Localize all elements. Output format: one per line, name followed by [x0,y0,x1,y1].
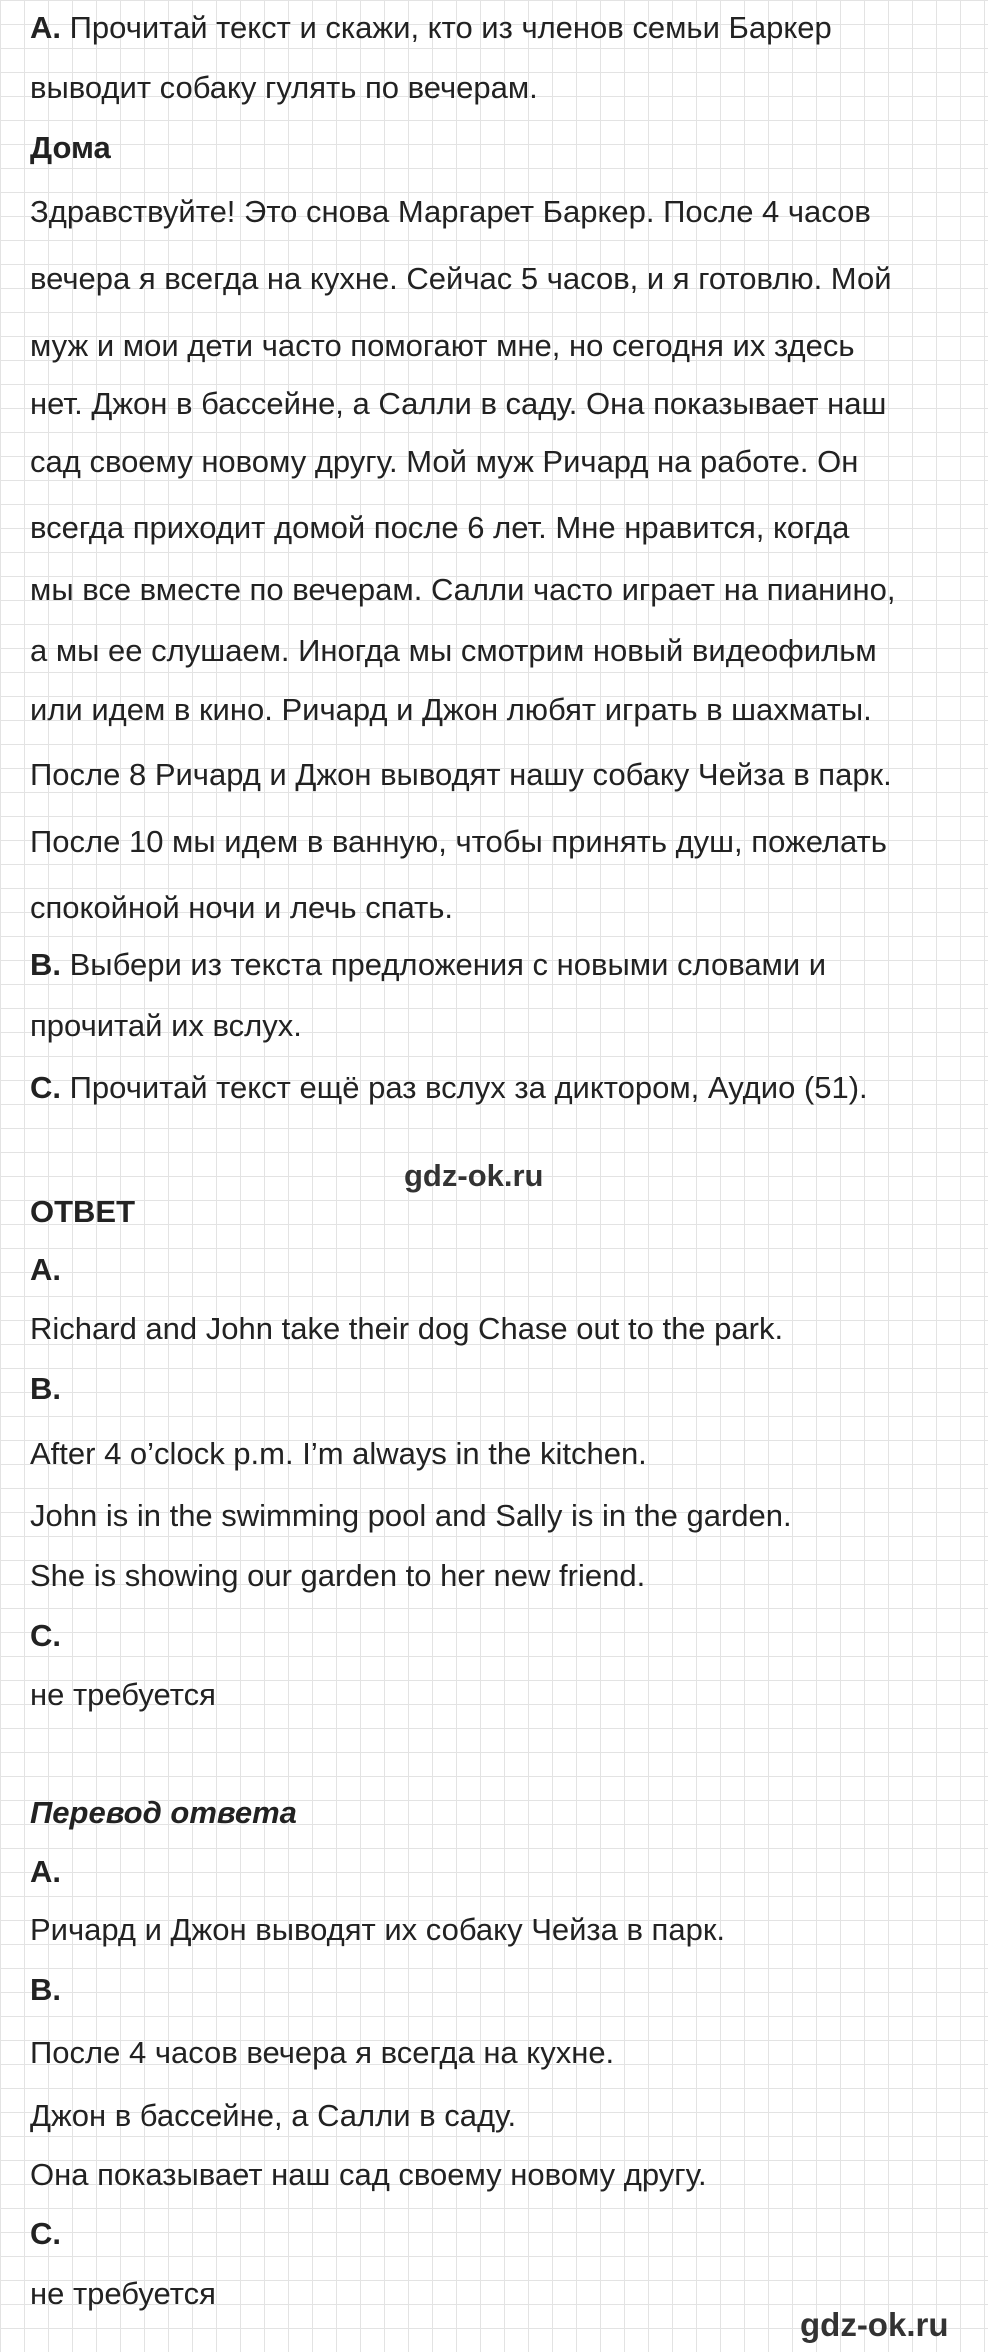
translation-c-text: не требуется [30,2276,216,2311]
paragraph-line: муж и мои дети часто помогают мне, но сегодня их здесь [30,328,855,363]
answer-heading: ОТВЕТ [30,1194,136,1229]
translation-a-text: Ричард и Джон выводят их собаку Чейза в парк. [30,1912,726,1947]
task-b-line-1 [30,945,826,985]
paragraph-line: После 8 Ричард и Джон выводят нашу собаку Чейза в парк. [30,757,892,792]
task-c-label: C. [30,1070,61,1105]
answer-a-label: A. [30,1252,61,1287]
task-a-text: Прочитай текст и скажи, кто из членов семьи Баркер [61,10,832,45]
translation-a-label: А. [30,1854,61,1889]
paragraph-line: вечера я всегда на кухне. Сейчас 5 часов, и я готовлю. Мой [30,261,892,296]
paragraph-line: всегда приходит домой после 6 лет. Мне нравится, когда [30,510,850,545]
watermark: gdz-ok.ru [800,2306,949,2343]
task-c-text: Прочитай текст ещё раз вслух за диктором, Аудио (51). [61,1070,868,1105]
task-c-line [30,1068,868,1108]
task-b-label: B. [30,947,61,982]
translation-b-line: Джон в бассейне, а Салли в саду. [30,2098,517,2133]
paragraph-line: или идем в кино. Ричард и Джон любят играть в шахматы. [30,692,872,727]
translation-c-label: С. [30,2216,61,2251]
answer-c-text: не требуется [30,1677,216,1712]
answer-b-label: B. [30,1371,61,1406]
translation-b-line: После 4 часов вечера я всегда на кухне. [30,2035,615,2070]
answer-b-line: She is showing our garden to her new friend. [30,1558,646,1593]
paragraph-line: а мы ее слушаем. Иногда мы смотрим новый видеофильм [30,633,877,668]
watermark: gdz-ok.ru [404,1158,544,1193]
answer-b-line: John is in the swimming pool and Sally is in the garden. [30,1498,792,1533]
translation-b-line: Она показывает наш сад своему новому другу. [30,2157,707,2192]
paragraph-line: Здравствуйте! Это снова Маргарет Баркер. После 4 часов [30,194,871,229]
task-a-line-2: выводит собаку гулять по вечерам. [30,70,538,105]
task-a-label: А. [30,10,61,45]
translation-heading: Перевод ответа [30,1795,297,1830]
paragraph-line: спокойной ночи и лечь спать. [30,890,453,925]
task-b-text: Выбери из текста предложения с новыми словами и [61,947,827,982]
translation-b-label: В. [30,1972,61,2007]
text-title: Дома [30,130,111,165]
answer-b-line: After 4 o’clock p.m. I’m always in the kitchen. [30,1436,647,1471]
paragraph-line: мы все вместе по вечерам. Салли часто играет на пианино, [30,572,896,607]
paragraph-line: После 10 мы идем в ванную, чтобы принять душ, пожелать [30,824,887,859]
task-a-line-1 [30,8,832,48]
answer-a-text: Richard and John take their dog Chase out to the park. [30,1311,784,1346]
paragraph-line: нет. Джон в бассейне, а Салли в саду. Она показывает наш [30,386,887,421]
task-b-line-2: прочитай их вслух. [30,1008,302,1043]
paragraph-line: сад своему новому другу. Мой муж Ричард на работе. Он [30,444,859,479]
answer-c-label: C. [30,1618,61,1653]
